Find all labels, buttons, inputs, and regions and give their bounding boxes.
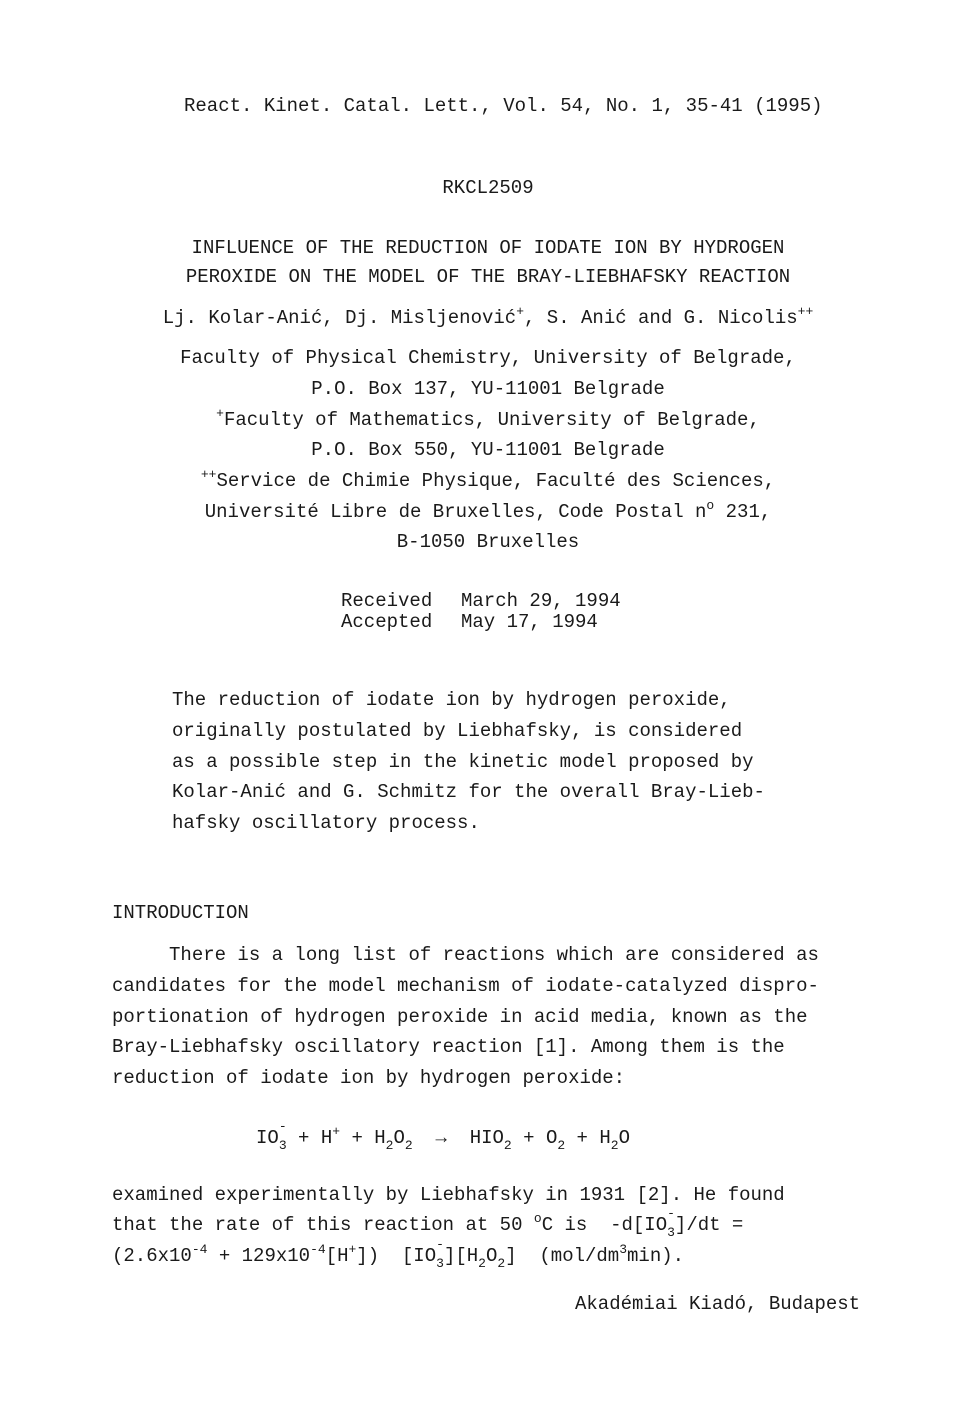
authors-part-2: , S. Anić and G. Nicolis <box>524 307 798 329</box>
submission-dates <box>341 591 621 633</box>
abstract-line: as a possible step in the kinetic model proposed by <box>172 751 754 773</box>
intro-paragraph-line: reduction of iodate ion by hydrogen peroxide: <box>112 1067 626 1089</box>
received-date: March 29, 1994 <box>461 590 621 612</box>
chemical-equation: IO - $_3 + H^+ + H_2O_2 \to HIO_2 + O_2 + H_2O$ <box>256 1119 630 1153</box>
abstract-line: Kolar-Anić and G. Schmitz for the overall Bray-Lieb- <box>172 781 765 803</box>
accepted-label: Accepted <box>341 611 433 633</box>
rate-expression: $(2.6x10^{-4} + 129x10^{-4}[H^+])$ [IO - $_3][H_2O_2]$ $(mol/dm^3\min)$. <box>112 1237 685 1271</box>
affiliation-mark: ++ <box>797 304 814 319</box>
authors-part-1: Lj. Kolar-Anić, Dj. Misljenović <box>162 307 517 329</box>
affiliation-3-line-2: Université Libre de Bruxelles, Code Postal $n^o$ 231, <box>204 498 772 523</box>
intro-paragraph-line: portionation of hydrogen peroxide in acid media, known as the <box>112 1006 808 1028</box>
affiliation-mark: ++ <box>200 467 217 482</box>
affiliation-mark: + <box>516 304 524 319</box>
publisher-footer: Akadémiai Kiadó, Budapest <box>575 1293 861 1315</box>
abstract-line: hafsky oscillatory process. <box>172 812 480 834</box>
intro-paragraph-line: Bray-Liebhafsky oscillatory reaction [1]. Among them is the <box>112 1036 785 1058</box>
article-code: RKCL2509 <box>442 177 534 199</box>
affiliation-1-line-2: P.O. Box 137, YU-11001 Belgrade <box>311 378 665 400</box>
received-row <box>341 591 621 612</box>
affiliation-3-line-3: B-1050 Bruxelles <box>396 531 580 553</box>
intro-paragraph-line: examined experimentally by Liebhafsky in 1931 [2]. He found <box>112 1184 785 1206</box>
affiliation-3-line-1: ++Service de Chimie Physique, Faculté des Sciences, <box>200 467 776 492</box>
affiliation-1-line-1: Faculty of Physical Chemistry, University of Belgrade, <box>180 347 796 369</box>
accepted-date: May 17, 1994 <box>461 611 598 633</box>
abstract-line: originally postulated by Liebhafsky, is considered <box>172 720 743 742</box>
title-line-2: PEROXIDE ON THE MODEL OF THE BRAY-LIEBHAFSKY REACTION <box>185 266 791 288</box>
abstract-line: The reduction of iodate ion by hydrogen peroxide, <box>172 689 731 711</box>
intro-paragraph-line: candidates for the model mechanism of iodate-catalyzed dispro- <box>112 975 819 997</box>
author-list <box>0 306 976 330</box>
affiliation-2-line-2: P.O. Box 550, YU-11001 Belgrade <box>311 439 665 461</box>
degree-superscript: o <box>706 498 715 513</box>
arrow-icon: → <box>412 1127 470 1149</box>
received-label: Received <box>341 590 433 612</box>
section-heading-introduction: INTRODUCTION <box>112 902 249 924</box>
degree-superscript: o <box>533 1211 542 1226</box>
affiliation-2-line-1: +Faculty of Mathematics, University of Belgrade, <box>216 406 760 431</box>
journal-reference: React. Kinet. Catal. Lett., Vol. 54, No. 1, 35-41 (1995) <box>184 95 823 117</box>
affiliation-mark: + <box>216 406 224 421</box>
title-line-1: INFLUENCE OF THE REDUCTION OF IODATE ION BY HYDROGEN <box>191 237 785 259</box>
intro-rate-line: that the rate of this reaction at 50 $^o$C is -d[IO - $_3$]/dt = <box>112 1206 744 1240</box>
intro-paragraph-line: There is a long list of reactions which are considered as <box>112 944 819 966</box>
accepted-row <box>341 612 621 633</box>
